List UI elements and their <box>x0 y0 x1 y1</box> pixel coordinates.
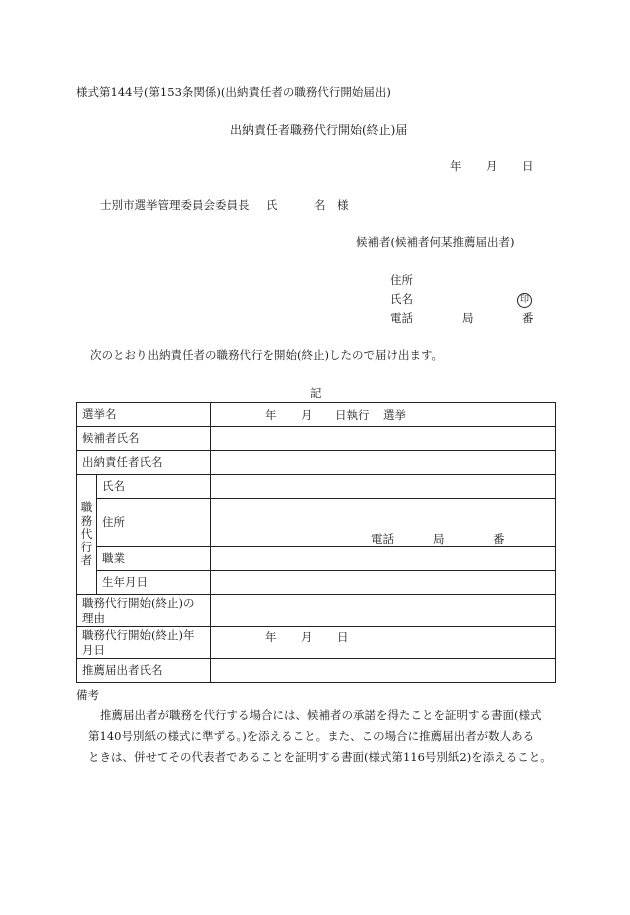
notes-line2: 第140号別紙の様式に準ずる。)を添えること。また、この場合に推薦届出者が数人ある <box>88 729 535 743</box>
recommender-label: 推薦届出者氏名 <box>77 659 211 683</box>
start-date-year: 年 <box>265 630 277 644</box>
document-title: 出納責任者職務代行開始(終止)届 <box>230 123 408 137</box>
notes-body <box>76 705 558 768</box>
sender-address-label: 住所 <box>390 273 413 287</box>
election-name-label: 選挙名 <box>77 403 211 427</box>
date-month: 月 <box>486 159 498 173</box>
notification-table <box>76 402 556 683</box>
candidate-label: 候補者氏名 <box>77 427 211 451</box>
proxy-char-2: 務 <box>80 513 93 528</box>
proxy-occupation-value <box>211 547 556 571</box>
sender-phone-label: 電話 <box>390 311 413 325</box>
row-proxy-occupation <box>77 547 556 571</box>
candidate-value <box>211 427 556 451</box>
form-label: 様式第144号(第153条関係)(出納責任者の職務代行開始届出) <box>76 85 391 99</box>
treasurer-label: 出納責任者氏名 <box>77 451 211 475</box>
row-proxy-name <box>77 475 556 499</box>
sender-phone-kyoku: 局 <box>462 311 474 325</box>
seal-mark-char: 印 <box>517 293 532 308</box>
proxy-vertical-text <box>77 501 96 567</box>
addressee-mei: 名 <box>314 198 326 212</box>
election-year: 年 <box>265 408 277 422</box>
proxy-name-value <box>211 475 556 499</box>
proxy-char-3: 代 <box>80 526 93 541</box>
seal-mark <box>517 292 532 308</box>
election-senkyo: 選挙 <box>383 408 406 422</box>
row-candidate <box>77 427 556 451</box>
notes-heading: 備考 <box>76 688 99 702</box>
addressee-org: 士別市選挙管理委員会委員長 <box>100 198 250 212</box>
proxy-birthdate-value <box>211 571 556 595</box>
proxy-address-value <box>211 499 556 547</box>
start-date-day: 日 <box>337 630 349 644</box>
start-date-value <box>211 627 556 659</box>
sender-name-label: 氏名 <box>390 292 413 306</box>
election-month: 月 <box>301 408 313 422</box>
proxy-phone-ban: 番 <box>493 532 505 546</box>
proxy-phone-kyoku: 局 <box>433 532 445 546</box>
sender-phone-ban: 番 <box>522 311 534 325</box>
ki-mark: 記 <box>310 386 322 400</box>
proxy-char-4: 行 <box>80 540 93 555</box>
proxy-group-label <box>77 475 97 595</box>
row-start-date <box>77 627 556 659</box>
recommender-value <box>211 659 556 683</box>
addressee-shi: 氏 <box>266 198 278 212</box>
reason-label-line1: 職務代行開始(終止)の <box>82 596 195 611</box>
sender-role: 候補者(候補者何某推薦届出者) <box>356 235 515 249</box>
statement: 次のとおり出納責任者の職務代行を開始(終止)したので届け出ます。 <box>90 348 444 362</box>
proxy-char-5: 者 <box>80 553 93 568</box>
addressee-sama: 様 <box>337 198 349 212</box>
start-date-label-line1: 職務代行開始(終止)年 <box>82 628 195 643</box>
row-recommender <box>77 659 556 683</box>
proxy-address-label: 住所 <box>97 499 211 547</box>
row-reason <box>77 595 556 627</box>
row-proxy-address <box>77 499 556 547</box>
reason-value <box>211 595 556 627</box>
row-proxy-birthdate <box>77 571 556 595</box>
reason-label <box>77 595 211 627</box>
proxy-occupation-label: 職業 <box>97 547 211 571</box>
proxy-name-label: 氏名 <box>97 475 211 499</box>
start-date-month: 月 <box>301 630 313 644</box>
notes-line3: ときは、併せてその代表者であることを証明する書面(様式第116号別紙2)を添えること。 <box>88 750 552 764</box>
start-date-label <box>77 627 211 659</box>
election-day-exec: 日執行 <box>335 408 370 422</box>
date-day: 日 <box>522 159 534 173</box>
treasurer-value <box>211 451 556 475</box>
proxy-char-1: 職 <box>80 500 93 515</box>
row-election <box>77 403 556 427</box>
start-date-label-line2: 月日 <box>82 642 105 657</box>
reason-label-line2: 理由 <box>82 610 105 625</box>
proxy-phone-label: 電話 <box>371 532 394 546</box>
election-value <box>211 403 556 427</box>
notes-line1: 推薦届出者が職務を代行する場合には、候補者の承諾を得たことを証明する書面(様式 <box>100 708 542 722</box>
date-year: 年 <box>450 159 462 173</box>
row-treasurer <box>77 451 556 475</box>
proxy-birthdate-label: 生年月日 <box>97 571 211 595</box>
